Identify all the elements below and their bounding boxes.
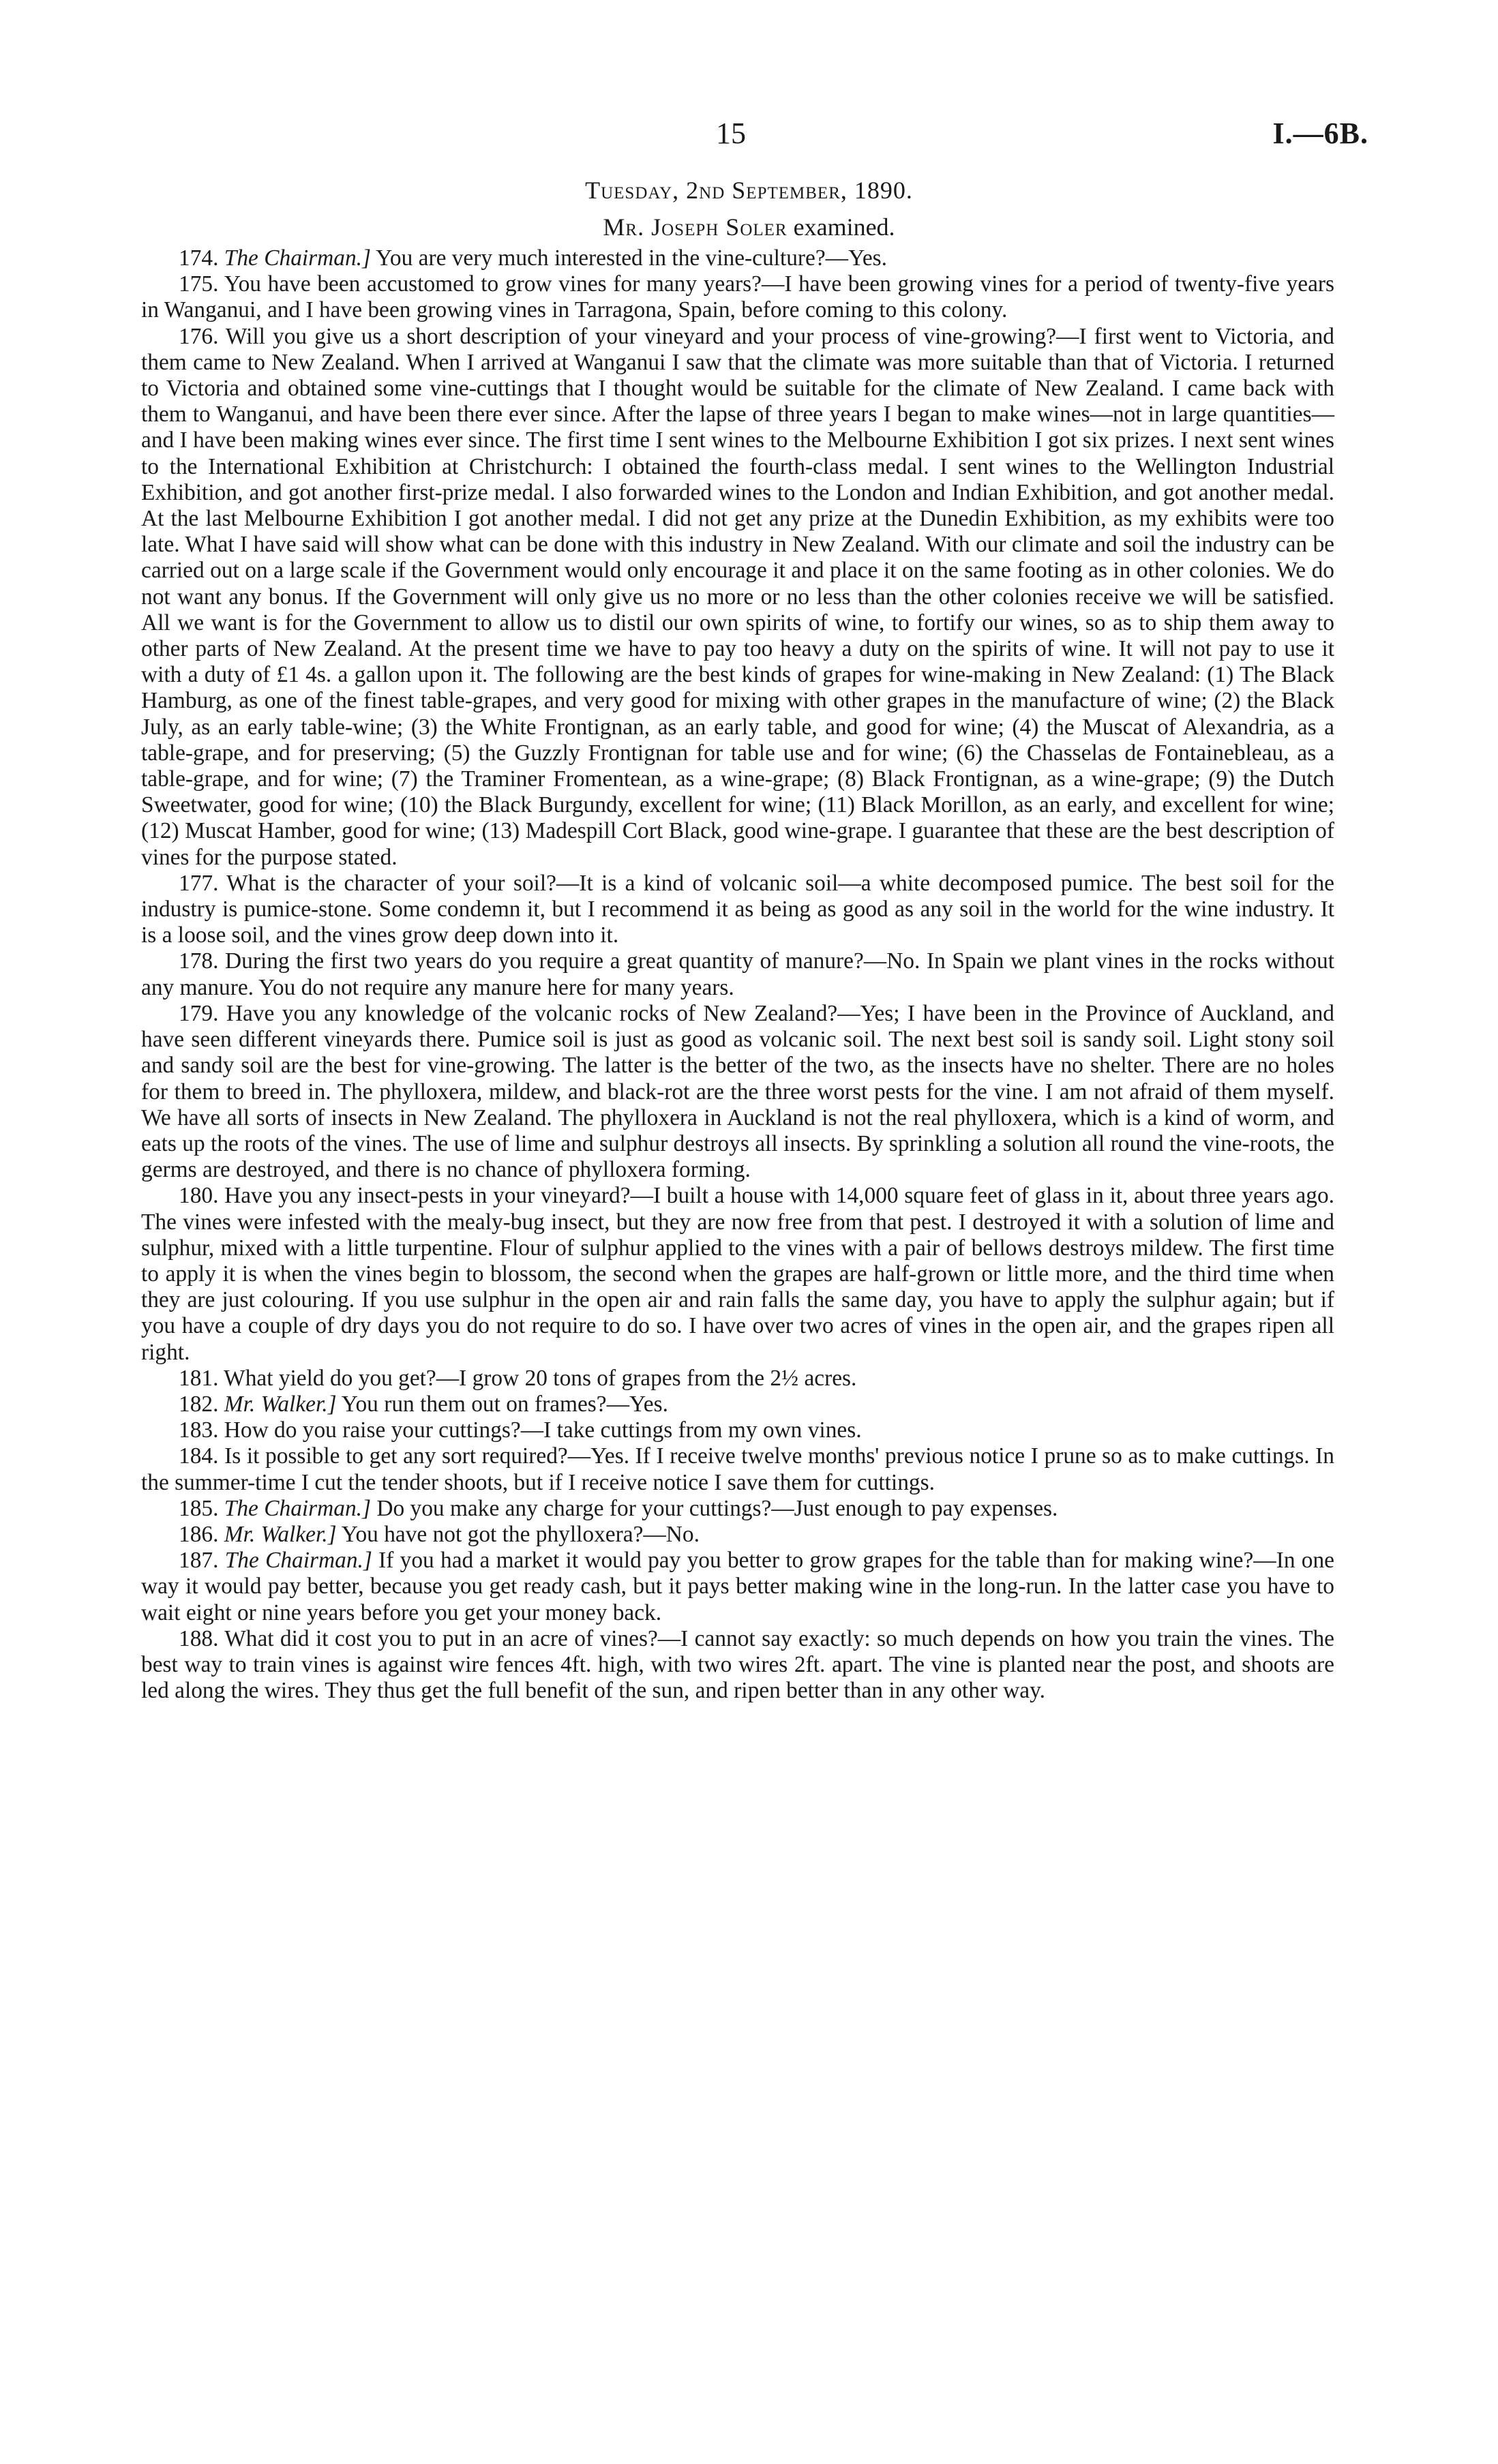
question-number: 177. [179,870,219,896]
question-number: 184. [179,1443,219,1469]
paragraph-text: What is the character of your soil?—It is a kind of volcanic soil—a white decomposed pumice. The best soil for the industry is pumice-stone. Some condemn it, but I recommend it as being as good as any soil in the world for the wine industry. It is a loose soil, and the vines grow deep down into it. [141,870,1334,948]
paragraph-text: How do you raise your cuttings?—I take cuttings from my own vines. [218,1417,862,1443]
paragraph-text: Have you any insect-pests in your vineyard?—I built a house with 14,000 square feet of glass in it, about three years ago. The vines were infested with the mealy-bug insect, but they are now free from that pest. I destroyed it with a solution of lime and sulphur, mixed with a little turpentine. Flour of sulphur applied to the vines with a pair of bellows destroys mildew. The first time to apply it is when the vines begin to blossom, the second when the grapes are half-grown or little more, and the third time when they are just colouring. If you use sulphur in the open air and rain falls the same day, you have to apply the sulphur again; but if you have a couple of dry days you do not require to do so. I have over two acres of vines in the open air, and the grapes ripen all right. [141,1183,1334,1365]
testimony-paragraph [141,1522,1334,1548]
testimony-paragraph [141,1548,1334,1626]
question-number: 182. [179,1391,219,1417]
question-number: 175. [179,271,219,297]
testimony-paragraph [141,1392,1334,1417]
date-heading: Tuesday, 2nd September, 1890. [585,177,913,204]
question-number: 178. [179,948,219,974]
question-number: 186. [179,1521,219,1547]
testimony-paragraph [141,1183,1334,1365]
question-number: 188. [179,1625,219,1651]
page-number: 15 [716,117,746,150]
testimony-paragraph [141,1366,1334,1392]
question-number: 181. [179,1365,219,1391]
paragraph-text: You have not got the phylloxera?—No. [336,1521,700,1547]
paragraph-text: Have you any knowledge of the volcanic rocks of New Zealand?—Yes; I have been in the Province of Auckland, and have seen different vineyards there. Pumice soil is just as good as volcanic soil. The next best soil is sandy soil. Light stony soil and sandy soil are the best for vine-growing. The latter is the better of the two, as the insects have no shelter. There are no holes for them to breed in. The phylloxera, mildew, and black-rot are the three worst pests for the vine. I am not afraid of them myself. We have all sorts of insects in New Zealand. The phylloxera in Auckland is not the real phylloxera, which is a kind of worm, and eats up the roots of the vines. The use of lime and sulphur destroys all insects. By sprinkling a solution all round the vine-roots, the germs are destroyed, and there is no chance of phylloxera forming. [141,1000,1334,1183]
testimony-paragraph [141,1417,1334,1443]
testimony-body [141,245,1334,1704]
testimony-paragraph [141,871,1334,949]
testimony-paragraph [141,1496,1334,1522]
speaker: Mr. Walker.] [224,1521,337,1547]
paragraph-text: Is it possible to get any sort required?—Yes. If I receive twelve months' previous notice I prune so as to make cuttings. In the summer-time I cut the tender shoots, but if I receive notice I save them for cuttings. [141,1443,1334,1495]
paragraph-text: You run them out on frames?—Yes. [336,1391,668,1417]
testimony-paragraph [141,1626,1334,1704]
paragraph-text: If you had a market it would pay you better to grow grapes for the table than for making wine?—In one way it would pay better, because you get ready cash, but it pays better making wine in the long-run. In the latter case you have to wait eight or nine years before you get your money back. [141,1548,1334,1625]
question-number: 179. [179,1000,219,1026]
question-number: 180. [179,1183,219,1209]
testimony-paragraph [141,245,1334,271]
witness-heading [0,213,1498,241]
paragraph-text: Will you give us a short description of your vineyard and your process of vine-growing?—I first went to Victoria, and them came to New Zealand. When I arrived at Wanganui I saw that the climate was more suitable than that of Victoria. I returned to Victoria and obtained some vine-cuttings that I thought would be suitable for the climate of New Zealand. I came back with them to Wanganui, and have been there ever since. After the lapse of three years I began to make wines—not in large quantities—and I have been making wines ever since. The first time I sent wines to the Melbourne Exhibition I got six prizes. I next sent wines to the International Exhibition at Christchurch: I obtained the fourth-class medal. I sent wines to the Wellington Industrial Exhibition, and got another first-prize medal. I also forwarded wines to the London and Indian Exhibition, and got another medal. At the last Melbourne Exhibition I got another medal. I did not get any prize at the Dunedin Exhibition, as my exhibits were too late. What I have said will show what can be done with this industry in New Zealand. With our climate and soil the industry can be carried out on a large scale if the Government would only encourage it and place it on the same footing as in other colonies. We do not want any bonus. If the Government will only give us no more or no less than the other colonies receive we will be satisfied. All we want is for the Government to allow us to distil our own spirits of wine, to fortify our wines, so as to ship them away to other parts of New Zealand. At the present time we have to pay too heavy a duty on the spirits of wine. It will not pay to use it with a duty of £1 4s. a gallon upon it. The following are the best kinds of grapes for wine-making in New Zealand: (1) The Black Hamburg, as one of the finest table-grapes, and very good for mixing with other grapes in the manufacture of wine; (2) the Black July, as an early table-wine; (3) the White Frontignan, as an early table, and good for wine; (4) the Muscat of Alexandria, as a table-grape, and for preserving; (5) the Guzzly Frontignan for table use and for wine; (6) the Chasselas de Fontainebleau, as a table-grape, and for wine; (7) the Traminer Fromentean, as a wine-grape; (8) Black Frontignan, as a wine-grape; (9) the Dutch Sweetwater, good for wine; (10) the Black Burgundy, excellent for wine; (11) Black Morillon, as an early, and excellent for wine; (12) Muscat Hamber, good for wine; (13) Madespill Cort Black, good wine-grape. I guarantee that these are the best description of vines for the purpose stated. [141,323,1334,870]
document-reference: I.—6B. [1272,117,1368,150]
testimony-paragraph [141,271,1334,323]
question-number: 183. [179,1417,219,1443]
speaker: The Chairman.] [224,245,372,271]
testimony-paragraph [141,1443,1334,1495]
witness-name: Mr. Joseph Soler [603,213,788,241]
paragraph-text: During the first two years do you require a great quantity of manure?—No. In Spain we plant vines in the rocks without any manure. You do not require any manure here for many years. [141,948,1334,1000]
paragraph-text: You are very much interested in the vine-culture?—Yes. [371,245,888,271]
paragraph-text: Do you make any charge for your cuttings?—Just enough to pay expenses. [371,1495,1058,1521]
question-number: 176. [179,323,219,349]
question-number: 174. [179,245,219,271]
testimony-paragraph [141,1001,1334,1183]
question-number: 185. [179,1495,219,1521]
paragraph-text: What yield do you get?—I grow 20 tons of grapes from the 2½ acres. [218,1365,857,1391]
testimony-paragraph [141,324,1334,871]
paragraph-text: You have been accustomed to grow vines for many years?—I have been growing vines for a period of twenty-five years in Wanganui, and I have been growing vines in Tarragona, Spain, before coming to this colony. [141,271,1334,323]
question-number: 187. [179,1548,219,1574]
speaker: Mr. Walker.] [224,1391,337,1417]
witness-suffix: examined. [787,213,895,241]
paragraph-text: What did it cost you to put in an acre of vines?—I cannot say exactly: so much depends on how you train the vines. The best way to train vines is against wire fences 4ft. high, with two wires 2ft. apart. The vine is planted near the post, and shoots are led along the wires. They thus get the full benefit of the sun, and ripen better than in any other way. [141,1625,1334,1704]
testimony-paragraph [141,948,1334,1000]
speaker: The Chairman.] [224,1548,372,1574]
speaker: The Chairman.] [224,1495,372,1521]
